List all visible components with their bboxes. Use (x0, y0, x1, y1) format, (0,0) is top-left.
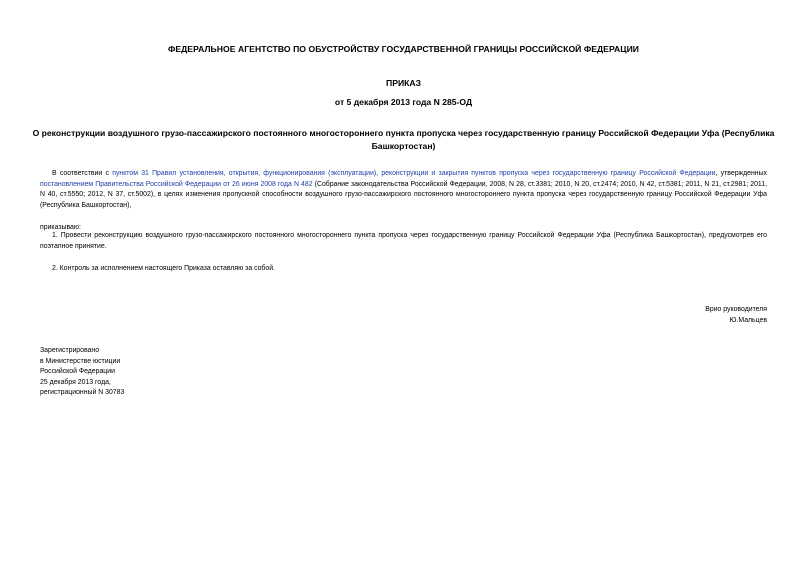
document-title: О реконструкции воздушного грузо-пассажирского постоянного многостороннего пункта пропуска через государственную границу Российской Федерации Уфа (Республика Башкортостан) (32, 128, 775, 151)
agency-heading: ФЕДЕРАЛЬНОЕ АГЕНТСТВО ПО ОБУСТРОЙСТВУ ГОСУДАРСТВЕННОЙ ГРАНИЦЫ РОССИЙСКОЙ ФЕДЕРАЦИИ (167, 44, 640, 54)
registration-line-1: Зарегистрировано (40, 347, 100, 354)
preamble-mid: , утвержденных (715, 170, 768, 177)
document-date-number: от 5 декабря 2013 года N 285-ОД (334, 97, 473, 107)
preamble-lead: В соответствии с (52, 170, 113, 177)
preamble-paragraph (40, 169, 767, 211)
signatory-position: Врио руководителя (705, 306, 767, 313)
registration-line-3: Российской Федерации (40, 368, 115, 375)
order-item-1: 1. Провести реконструкцию воздушного грузо-пассажирского постоянного многостороннего пункта пропуска через государственную границу Российской Федерации Уфа (Республика Башкортостан), предусмотрев его поэтапное принятие. (40, 232, 767, 250)
rules-link[interactable]: пунктом 31 Правил установления, открытия, функционирования (эксплуатации), реконструкции и закрытия пунктов пропуска через государственную границу Российской Федерации (112, 170, 716, 177)
order-item-2: 2. Контроль за исполнением настоящего Приказа оставляю за собой. (52, 265, 275, 272)
resolution-link[interactable]: постановлением Правительства Российской Федерации от 26 июня 2008 года N 482 (40, 180, 313, 188)
preamble-tail: (Собрание законодательства Российской Федерации, 2008, N 28, ст.3381; 2010, N 20, ст.2474; 2010, N 42, ст.5381; 2011, N 21, ст.2981; 2011, N 40, ст.5550; 2012, N 37, ст.5002), в целях изменения пропускной способности воздушного грузо-пассажирского постоянного многостороннего пункта пропуска через государственную границу Российской Федерации Уфа (Республика Башкортостан), (40, 180, 768, 209)
registration-block (40, 346, 240, 399)
signature-block (567, 305, 767, 326)
registration-line-2: в Министерстве юстиции (40, 357, 121, 365)
registration-line-4: 25 декабря 2013 года, (40, 378, 111, 386)
document-type: ПРИКАЗ (386, 78, 421, 88)
registration-line-5: регистрационный N 30783 (40, 389, 125, 396)
order-word: приказываю: (40, 224, 81, 231)
signatory-name: Ю.Мальцев (729, 316, 767, 324)
